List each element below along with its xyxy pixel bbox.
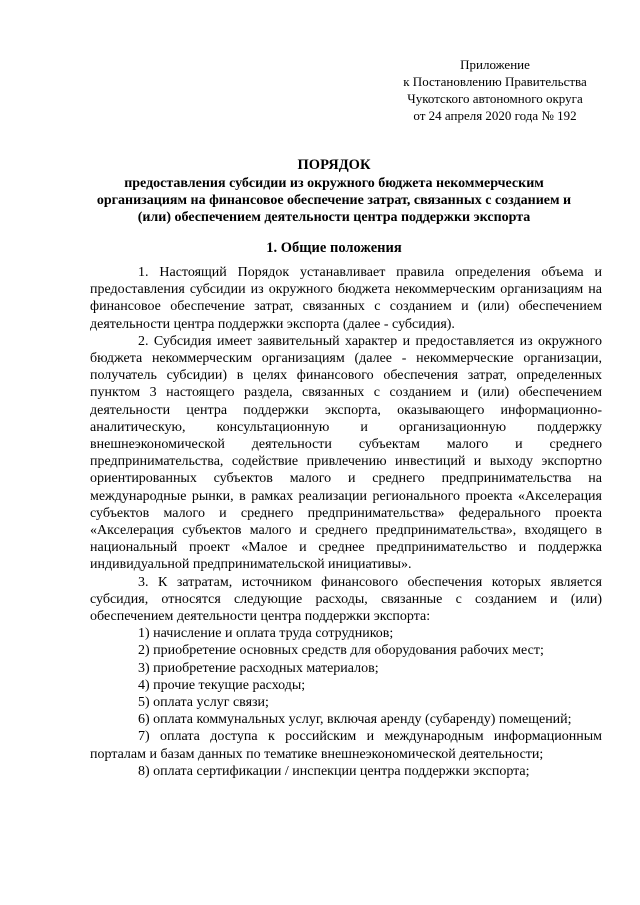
paragraph: 1. Настоящий Порядок устанавливает правила определения объема и предоставления субсидии из окружного бюджета некоммерческим организациям на финансовое обеспечение затрат, связанных с созданием и (или) обеспечением деятельности центра поддержки экспорта (далее - субсидия). — [90, 265, 602, 332]
appendix-line: Приложение — [460, 57, 530, 72]
appendix-block — [380, 56, 610, 124]
title-subtitle: предоставления субсидии из окружного бюджета некоммерческим организациям на финансовое обеспечение затрат, связанных с созданием и (или) обеспечением деятельности центра поддержки экспорта — [96, 176, 572, 225]
section-heading: 1. Общие положения — [266, 240, 402, 256]
list-item: 8) оплата сертификации / инспекции центра поддержки экспорта; — [138, 763, 530, 779]
appendix-line: к Постановлению Правительства — [403, 74, 587, 89]
list-item: 2) приобретение основных средств для оборудования рабочих мест; — [138, 643, 544, 659]
list-item: 7) оплата доступа к российским и международным информационным порталам и базам данных по тематике внешнеэкономической деятельности; — [90, 729, 602, 762]
list-item: 1) начисление и оплата труда сотрудников; — [138, 626, 394, 642]
list-item: 4) прочие текущие расходы; — [138, 677, 306, 693]
list-item: 6) оплата коммунальных услуг, включая аренду (субаренду) помещений; — [138, 712, 572, 728]
appendix-line: от 24 апреля 2020 года № 192 — [413, 108, 577, 123]
document-body — [90, 264, 602, 780]
list-item: 5) оплата услуг связи; — [138, 695, 269, 711]
list-item: 3) приобретение расходных материалов; — [138, 660, 379, 676]
paragraph: 3. К затратам, источником финансового обеспечения которых является субсидия, относятся следующие расходы, связанные с созданием и (или) обеспечением деятельности центра поддержки экспорта: — [90, 574, 602, 625]
paragraph: 2. Субсидия имеет заявительный характер и предоставляется из окружного бюджета некоммерческим организациям (далее - некоммерческие организации, получатель субсидии) в целях финансового обеспечения затрат, определенных пунктом 3 настоящего раздела, связанных с созданием и (или) обеспечением деятельности центра поддержки экспорта, оказывающего информационно-аналитическую, консультационную и организационную поддержку внешнеэкономической деятельности субъектам малого и среднего предпринимательства, содействие привлечению инвестиций и выходу экспортно ориентированных субъектов малого и среднего предпринимательства на международные рынки, в рамках реализации регионального проекта «Акселерация субъектов малого и среднего предпринимательства» федерального проекта «Акселерация субъектов малого и среднего предпринимательства», входящего в национальный проект «Малое и среднее предпринимательство и поддержка индивидуальной предпринимательской инициативы». — [90, 333, 602, 573]
document-title — [84, 157, 584, 226]
appendix-line: Чукотского автономного округа — [407, 91, 583, 106]
title-main: ПОРЯДОК — [297, 157, 371, 173]
